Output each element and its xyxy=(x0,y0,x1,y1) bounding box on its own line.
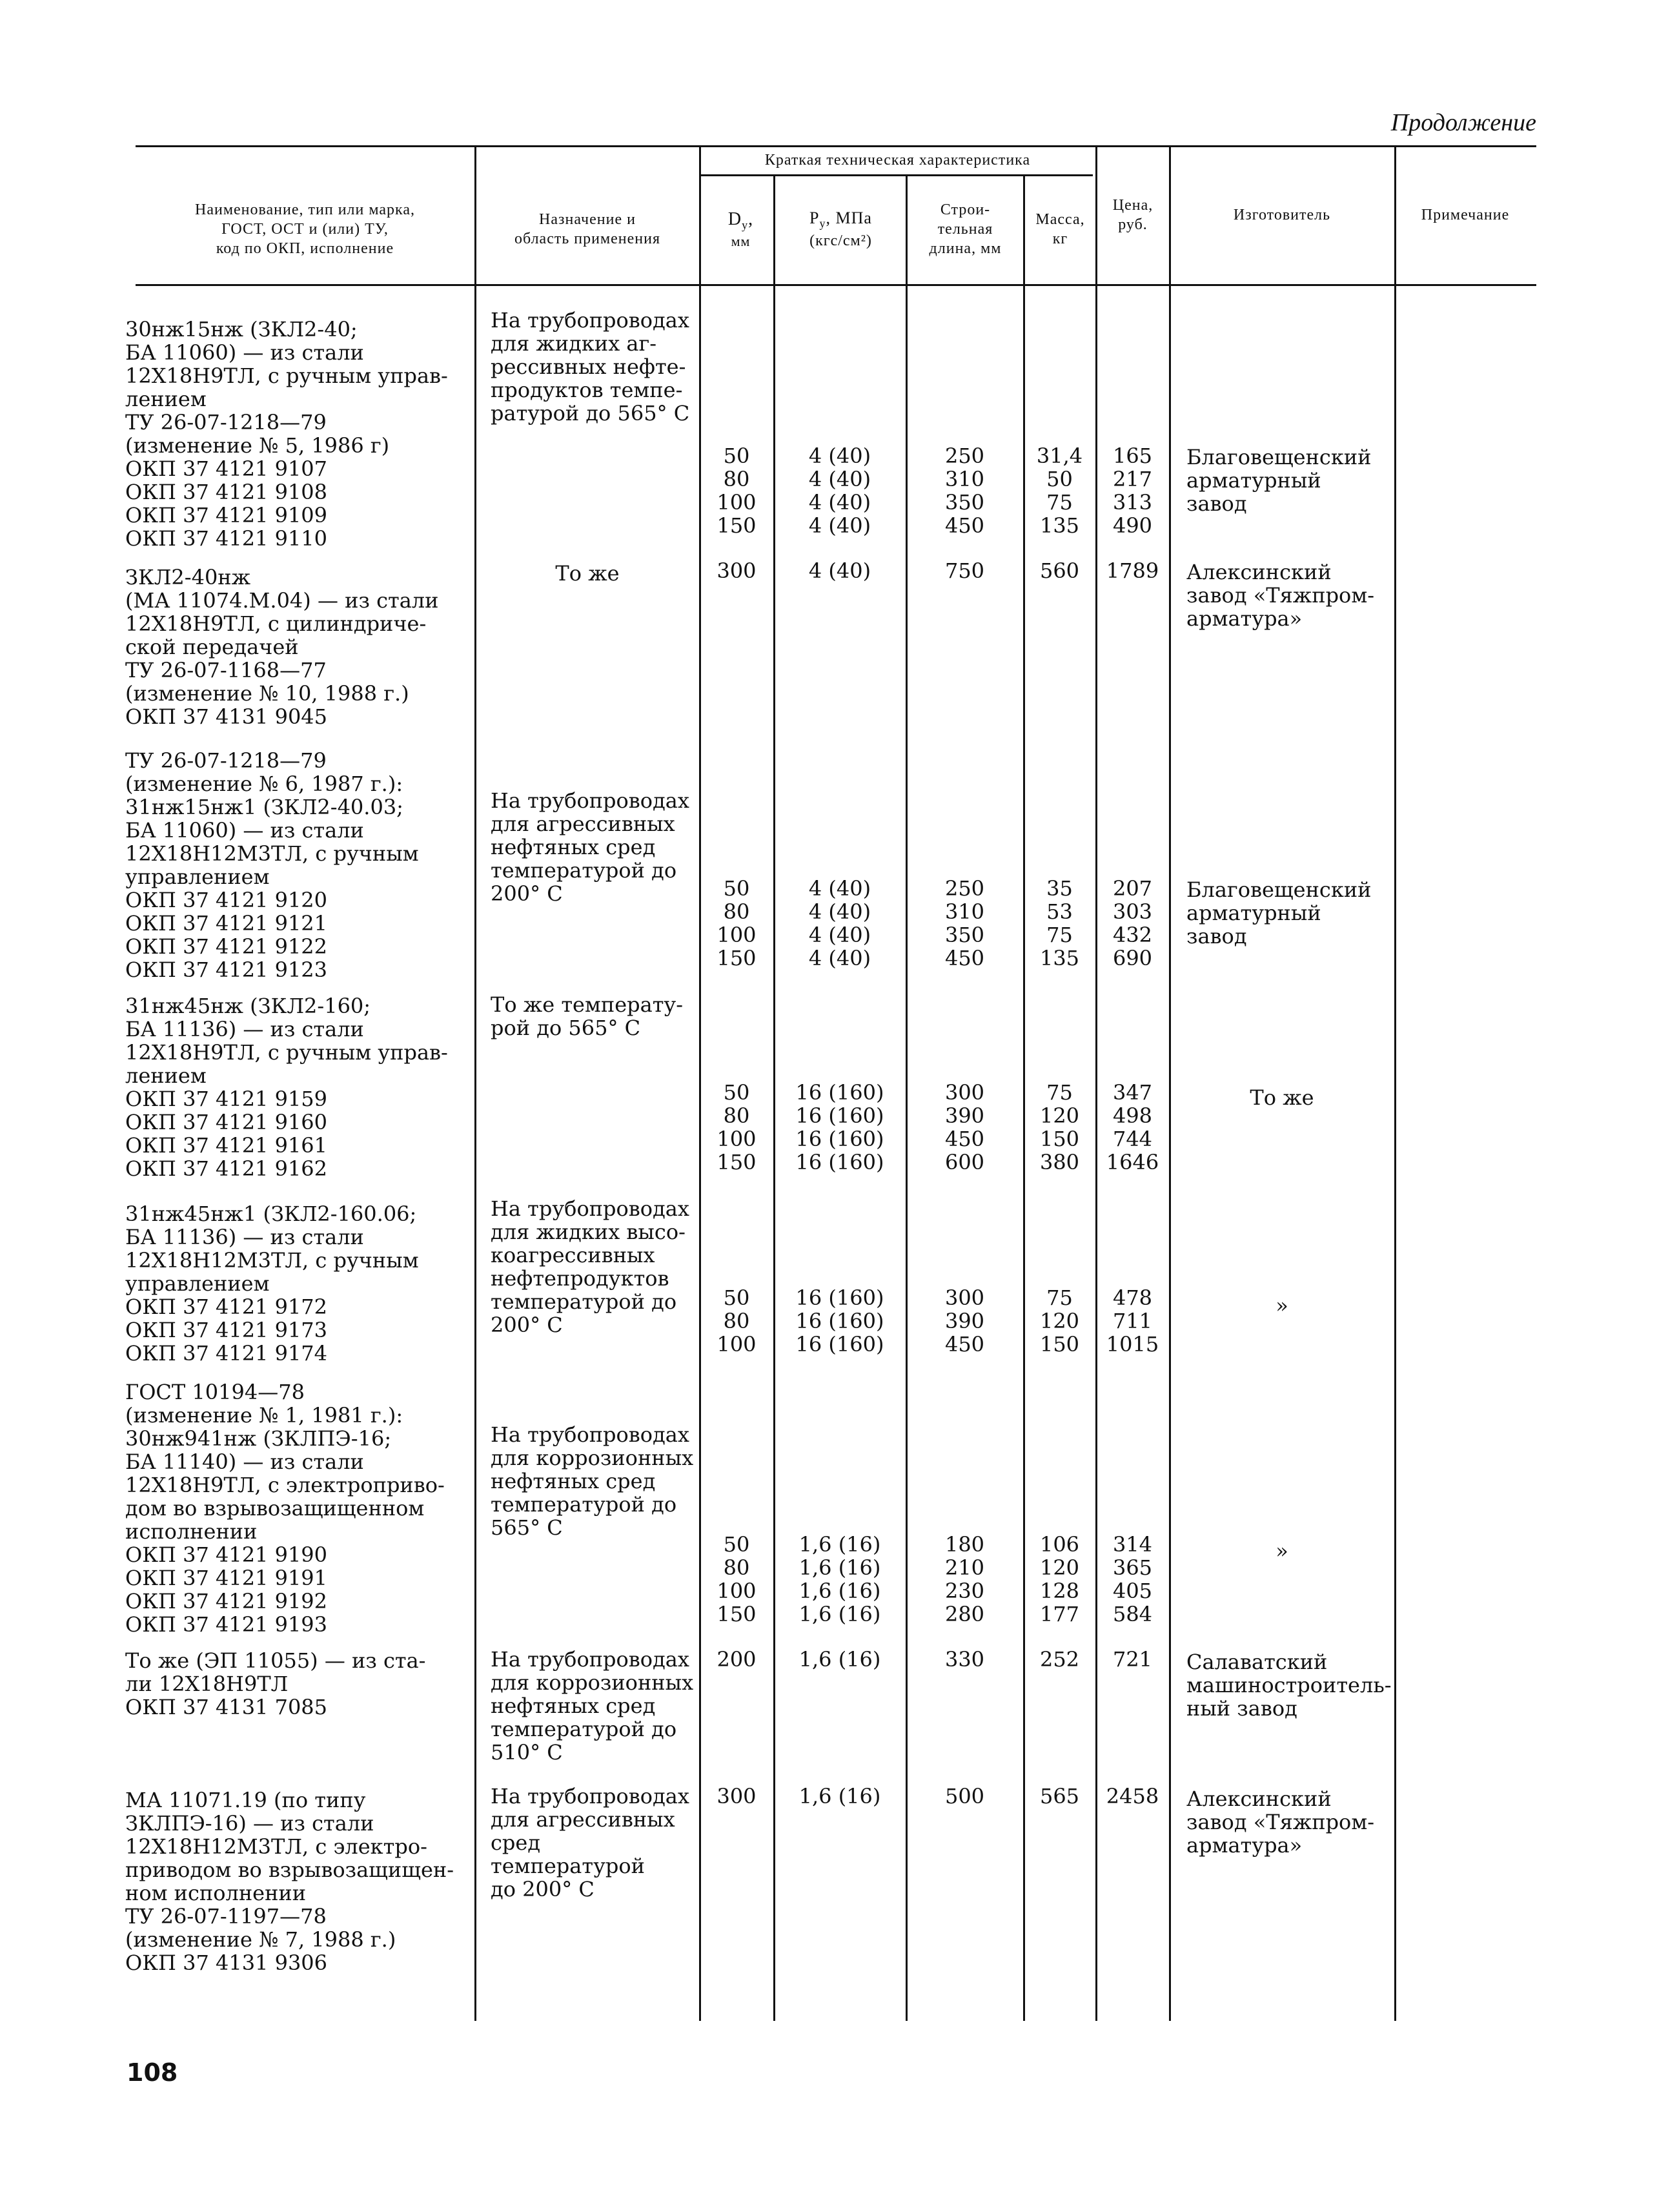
row-mass: 31,4 50 75 135 xyxy=(1036,444,1083,538)
row-purpose: То же xyxy=(555,561,620,586)
row-name: 30нж15нж (ЗКЛ2-40; БА 11060) — из стали 12Х18Н9ТЛ, с ручным управ- лением ТУ 26-07-1218—79 (изменение № 5, 1986 г) ОКП 37 4121 9107 ОКП 37 4121 9108 ОКП 37 4121 9109 ОКП 37 4121 9110 xyxy=(125,317,448,551)
row-dy: 50 80 100 150 xyxy=(717,1080,757,1174)
header-name: Наименование, тип или марка, ГОСТ, ОСТ и (или) ТУ, код по ОКП, исполнение xyxy=(195,201,415,257)
row-length: 330 xyxy=(944,1647,985,1672)
row-maker: Алексинский завод «Тяжпром- арматура» xyxy=(1186,1787,1375,1858)
continuation-label: Продолжение xyxy=(1390,109,1536,136)
row-mass: 565 xyxy=(1039,1784,1080,1808)
row-maker: Благовещенский арматурный завод xyxy=(1186,445,1372,516)
header-py-label: $P_у$, МПа xyxy=(809,209,872,230)
header-dy-label: $D_у$, xyxy=(727,209,754,232)
header-maker: Изготовитель xyxy=(1233,207,1331,223)
row-price: 347 498 744 1646 xyxy=(1106,1080,1159,1174)
header-bottom-rule xyxy=(136,284,1536,286)
row-mass: 75 120 150 xyxy=(1039,1285,1080,1357)
row-length: 250 310 350 450 xyxy=(944,444,985,538)
row-dy: 200 xyxy=(717,1647,757,1672)
row-maker: То же xyxy=(1250,1085,1314,1110)
header-dy xyxy=(710,181,771,278)
row-length: 180 210 230 280 xyxy=(944,1532,985,1626)
row-length: 250 310 350 450 xyxy=(944,876,985,970)
row-py: 4 (40) xyxy=(808,558,871,583)
row-name: То же (ЭП 11055) — из ста- ли 12Х18Н9ТЛ ОКП 37 4131 7085 xyxy=(125,1648,426,1719)
row-purpose: На трубопроводах для жидких высо- коагрессивных нефтепродуктов температурой до 200° С xyxy=(491,1196,689,1337)
row-name: ГОСТ 10194—78 (изменение № 1, 1981 г.): 30нж941нж (ЗКЛПЭ-16; БА 11140) — из стали 12Х18Н9ТЛ, с электроприво- дом во взрывозащищенном исполнении ОКП 37 4121 9190 ОКП 37 4121 9191 ОКП 37 4121 9192 ОКП 37 4121 9193 xyxy=(125,1380,445,1637)
row-length: 750 xyxy=(944,558,985,583)
row-length: 500 xyxy=(944,1784,985,1808)
row-mass: 560 xyxy=(1039,558,1080,583)
header-py xyxy=(778,181,904,278)
row-py: 16 (160) 16 (160) 16 (160) 16 (160) xyxy=(795,1080,884,1174)
header-mass: Масса, кг xyxy=(1035,210,1085,247)
row-length: 300 390 450 600 xyxy=(944,1080,985,1174)
row-price: 165 217 313 490 xyxy=(1112,444,1153,538)
row-name: ТУ 26-07-1218—79 (изменение № 6, 1987 г.): 31нж15нж1 (ЗКЛ2-40.03; БА 11060) — из стали 12Х18Н12М3ТЛ, с ручным управлением ОКП 37 4121 9120 ОКП 37 4121 9121 ОКП 37 4121 9122 ОКП 37 4121 9123 xyxy=(125,748,419,982)
row-dy: 50 80 100 xyxy=(717,1285,757,1357)
row-price: 207 303 432 690 xyxy=(1112,876,1153,970)
row-py: 16 (160) 16 (160) 16 (160) xyxy=(795,1285,884,1357)
row-mass: 75 120 150 380 xyxy=(1039,1080,1080,1174)
row-py: 4 (40) 4 (40) 4 (40) 4 (40) xyxy=(808,876,871,970)
header-price: Цена, руб. xyxy=(1112,197,1154,233)
row-purpose: На трубопроводах для жидких аг- рессивных нефте- продуктов темпе- ратурой до 565° С xyxy=(491,308,690,425)
row-maker: » xyxy=(1276,1293,1288,1318)
row-mass: 35 53 75 135 xyxy=(1039,876,1080,970)
row-price: 721 xyxy=(1112,1647,1153,1672)
row-mass: 106 120 128 177 xyxy=(1039,1532,1080,1626)
row-purpose: На трубопроводах для коррозионных нефтяных сред температурой до 510° С xyxy=(491,1647,694,1765)
header-brief-specs: Краткая техническая характеристика xyxy=(764,152,1031,169)
row-mass: 252 xyxy=(1039,1647,1080,1672)
row-py: 1,6 (16) 1,6 (16) 1,6 (16) 1,6 (16) xyxy=(798,1532,881,1626)
row-py: 1,6 (16) xyxy=(798,1784,881,1808)
row-maker: Салаватский машиностроитель- ный завод xyxy=(1186,1650,1392,1721)
row-py: 4 (40) 4 (40) 4 (40) 4 (40) xyxy=(808,444,871,538)
header-note: Примечание xyxy=(1421,207,1510,223)
row-purpose: То же температу- рой до 565° С xyxy=(491,992,684,1040)
row-purpose: На трубопроводах для коррозионных нефтяных сред температурой до 565° С xyxy=(491,1422,694,1540)
header-py-unit: (кгс/см²) xyxy=(809,232,872,249)
col-divider xyxy=(474,145,476,2021)
row-maker: Благовещенский арматурный завод xyxy=(1186,877,1372,948)
row-dy: 50 80 100 150 xyxy=(717,1532,757,1626)
row-name: МА 11071.19 (по типу ЗКЛПЭ-16) — из стали 12Х18Н12М3ТЛ, с электро- приводом во взрывозащищен- ном исполнении ТУ 26-07-1197—78 (изменение № 7, 1988 г.) ОКП 37 4131 9306 xyxy=(125,1788,454,1975)
row-purpose: На трубопроводах для агрессивных сред температурой до 200° С xyxy=(491,1784,689,1901)
row-maker: Алексинский завод «Тяжпром- арматура» xyxy=(1186,560,1375,631)
row-dy: 300 xyxy=(717,1784,757,1808)
col-divider xyxy=(1394,145,1396,2021)
row-dy: 50 80 100 150 xyxy=(717,444,757,538)
row-dy: 300 xyxy=(717,558,757,583)
row-price: 478 711 1015 xyxy=(1106,1285,1159,1357)
row-dy: 50 80 100 150 xyxy=(717,876,757,970)
row-price: 1789 xyxy=(1106,558,1159,583)
row-name: 31нж45нж1 (ЗКЛ2-160.06; БА 11136) — из стали 12Х18Н12М3ТЛ, с ручным управлением ОКП 37 4121 9172 ОКП 37 4121 9173 ОКП 37 4121 9174 xyxy=(125,1202,419,1366)
col-divider xyxy=(1169,145,1171,2021)
page-number: 108 xyxy=(127,2058,178,2087)
header-length: Строи- тельная длина, мм xyxy=(929,201,1002,257)
row-name: ЗКЛ2-40нж (МА 11074.М.04) — из стали 12Х18Н9ТЛ, с цилиндриче- ской передачей ТУ 26-07-1168—77 (изменение № 10, 1988 г.) ОКП 37 4131 9045 xyxy=(125,565,439,729)
row-name: 31нж45нж (ЗКЛ2-160; БА 11136) — из стали 12Х18Н9ТЛ, с ручным управ- лением ОКП 37 4121 9159 ОКП 37 4121 9160 ОКП 37 4121 9161 ОКП 37 4121 9162 xyxy=(125,994,448,1181)
row-py: 1,6 (16) xyxy=(798,1647,881,1672)
row-purpose: На трубопроводах для агрессивных нефтяных сред температурой до 200° С xyxy=(491,788,689,906)
row-maker: » xyxy=(1276,1539,1288,1563)
header-purpose: Назначение и область применения xyxy=(514,210,661,247)
row-price: 314 365 405 584 xyxy=(1112,1532,1153,1626)
row-price: 2458 xyxy=(1106,1784,1159,1808)
row-length: 300 390 450 xyxy=(944,1285,985,1357)
header-dy-unit: мм xyxy=(731,233,751,250)
